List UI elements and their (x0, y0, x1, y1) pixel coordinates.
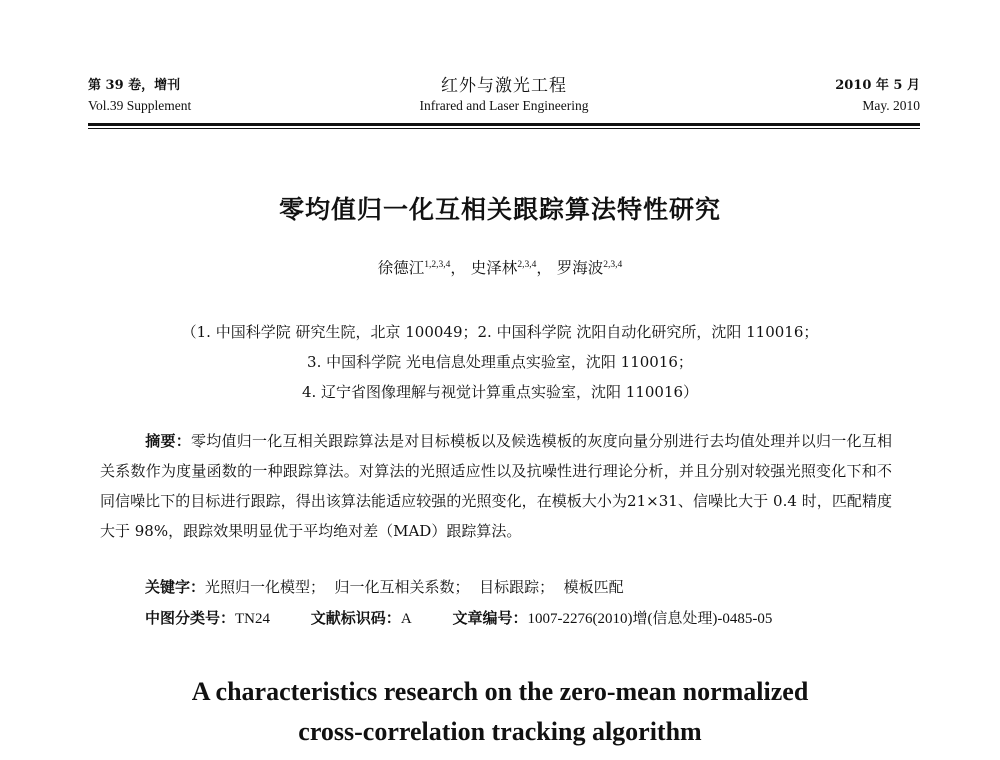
keywords (145, 572, 624, 602)
journal-header (88, 76, 920, 126)
author-affiliation-mark: 2,3,4 (517, 260, 537, 270)
journal-zh: 红外与激光工程 (441, 76, 567, 96)
journal-en: Infrared and Laser Engineering (419, 98, 589, 113)
author-affiliation-mark: 2,3,4 (603, 260, 623, 270)
header-rule-thick (88, 123, 920, 126)
affiliation-line: 3. 中国科学院 光电信息处理重点实验室，沈阳 110016； (307, 353, 693, 371)
keywords-text: 光照归一化模型； 归一化互相关系数； 目标跟踪； 模板匹配 (205, 578, 624, 596)
paper-title-zh: 零均值归一化互相关跟踪算法特性研究 (278, 195, 721, 224)
author-name: 史泽林 (470, 259, 518, 277)
journal-name (88, 76, 920, 116)
keywords-label: 关键字： (145, 578, 206, 596)
article-number-value: 1007-2276(2010)增(信息处理)-0485-05 (527, 611, 773, 627)
volume-zh: 第 39 卷，增刊 (88, 78, 181, 93)
author-affiliation-mark: 1,2,3,4 (424, 260, 451, 270)
affiliation-line: 4. 辽宁省图像理解与视觉计算重点实验室，沈阳 110016） (301, 383, 699, 401)
issue-date (835, 76, 920, 116)
clc-value: TN24 (235, 611, 271, 627)
volume-en: Vol.39 Supplement (88, 98, 192, 113)
date-en: May. 2010 (862, 98, 920, 113)
title-en-line: A characteristics research on the zero-mean normalized (191, 677, 809, 706)
date-zh: 2010 年 5 月 (835, 78, 920, 93)
title-en-line: cross-correlation tracking algorithm (298, 717, 702, 746)
article-number-label: 文章编号： (452, 609, 528, 627)
author-list: 徐德江$^{1,2,3,4}$， 史泽林$^{2,3,4}$， 罗海波$^{2,3,4}$ (377, 259, 623, 277)
doc-code-value: A (400, 611, 412, 627)
author-name: 徐德江 (377, 259, 425, 277)
affiliation-line: （1. 中国科学院 研究生院，北京 100049；2. 中国科学院 沈阳自动化研究所，沈阳 110016； (181, 323, 819, 341)
author-name: 罗海波 (556, 259, 604, 277)
clc-label: 中图分类号： (145, 609, 236, 627)
header-rule-thin (88, 128, 920, 129)
abstract (100, 426, 892, 546)
paper-title-en (0, 672, 1000, 752)
abstract-label: 摘要： (145, 432, 191, 450)
affiliations (0, 317, 1000, 407)
doc-code-label: 文献标识码： (310, 609, 401, 627)
abstract-text: 零均值归一化互相关跟踪算法是对目标模板以及候选模板的灰度向量分别进行去均值处理并以归一化互相关系数作为度量函数的一种跟踪算法。对算法的光照适应性以及抗噪性进行理论分析，并且分别对较强光照变化下和不同信噪比下的目标进行跟踪，得出该算法能适应较强的光照变化，在模板大小为21×31、信噪比大于 0.4 时，匹配精度大于 98%，跟踪效果明显优于平均绝对差（MAD）跟踪算法。 (100, 432, 892, 540)
classification-line (145, 603, 772, 634)
